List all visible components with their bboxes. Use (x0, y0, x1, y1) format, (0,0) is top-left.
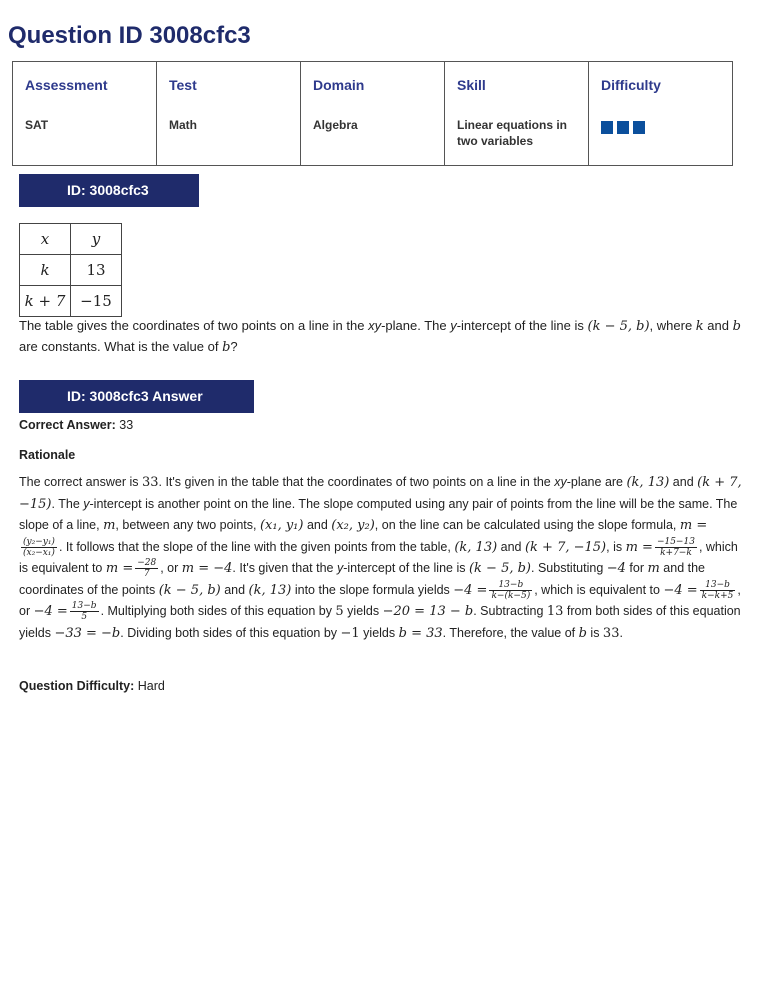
meta-header-domain: Domain (313, 77, 365, 93)
rationale-heading: Rationale (19, 448, 76, 462)
table-header-x: x (20, 224, 71, 255)
meta-value-skill: Linear equations in two variables (457, 118, 568, 148)
fraction: $\frac{13-b}{k-(k-5)}$ (491, 579, 531, 601)
meta-value-domain: Algebra (313, 118, 358, 132)
meta-cell-skill (445, 62, 589, 166)
question-difficulty-value: Hard (134, 679, 165, 693)
difficulty-bar (617, 121, 629, 134)
question-metadata-table (12, 61, 733, 166)
answer-id-banner: ID: 3008cfc3 Answer (19, 380, 254, 413)
table-cell: k + 7 (20, 286, 71, 317)
meta-header-difficulty: Difficulty (601, 77, 661, 93)
correct-answer-value: 33 (115, 418, 134, 432)
fraction: $\frac{\text{(y₂−y₁)}}{\text{(x₂−x₁)}}$ (23, 536, 55, 558)
fraction: $\frac{-15-13}{k+7-k}$ (656, 536, 695, 558)
meta-cell-domain (301, 62, 445, 166)
difficulty-bar (633, 121, 645, 134)
coordinates-table (19, 223, 122, 317)
meta-value-test: Math (169, 118, 197, 132)
difficulty-bar (601, 121, 613, 134)
meta-cell-difficulty (589, 62, 733, 166)
table-header-y: y (71, 224, 122, 255)
question-difficulty-label: Question Difficulty: (19, 679, 135, 693)
fraction: $\frac{-28}{7}$ (137, 558, 157, 580)
difficulty-indicator (601, 121, 720, 134)
rationale-text: The correct answer is 33. It's given in the table that the coordinates of two points on a line in the xy-plane are (k, 13) and (k + 7, −15). The y-intercept is another point on the line. The slope computed using any pair of points from the line will be the same. The slope of a line, m, between any two points, (x₁, y₁) and (x₂, y₂), on the line can be calculated using the slope formula, m = $\frac{\text{(y₂−y₁)}}{\text{(x₂−x₁)}}$ . It follows that the slope of the line with the given points from the table, (k, 13) and (k + 7, −15), is m = $\frac{-15-13}{k+7-k}$ , which is equivalent to m = $\frac{-28}{7}$ , or m = −4. It's given that the y-intercept of the line is (k − 5, b). Substituting −4 for m and the coordinates of the points (k − 5, b) and (k, 13) into the slope formula yields −4 = $\frac{13-b}{k-(k-5)}$ , which is equivalent to −4 = $\frac{13-b}{k-k+5}$ , or −4 = $\frac{13-b}{5}$ . Multiplying both sides of this equation by 5 yields −20 = 13 − b. Subtracting 13 from both sides of this equation yields −33 = −b. Dividing both sides of this equation by −1 yields b = 33. Therefore, the value of b is 33. (19, 475, 742, 641)
fraction: $\frac{13-b}{5}$ (71, 601, 97, 623)
meta-header-test: Test (169, 77, 197, 93)
table-cell: k (20, 255, 71, 286)
correct-answer (19, 418, 133, 432)
meta-header-skill: Skill (457, 77, 486, 93)
question-difficulty (19, 679, 165, 693)
meta-header-assessment: Assessment (25, 77, 108, 93)
meta-cell-assessment (13, 62, 157, 166)
meta-value-assessment: SAT (25, 118, 49, 132)
page-title: Question ID 3008cfc3 (8, 22, 251, 49)
correct-answer-label: Correct Answer: (19, 418, 116, 432)
fraction: $\frac{13-b}{k-k+5}$ (701, 579, 734, 601)
question-id-banner: ID: 3008cfc3 (19, 174, 199, 207)
table-cell: 13 (71, 255, 122, 286)
meta-cell-test (157, 62, 301, 166)
question-prompt: The table gives the coordinates of two points on a line in the xy-plane. The y-intercept of the line is (k − 5, b), where k and b are constants. What is the value of b? (19, 318, 741, 355)
table-cell: −15 (71, 286, 122, 317)
